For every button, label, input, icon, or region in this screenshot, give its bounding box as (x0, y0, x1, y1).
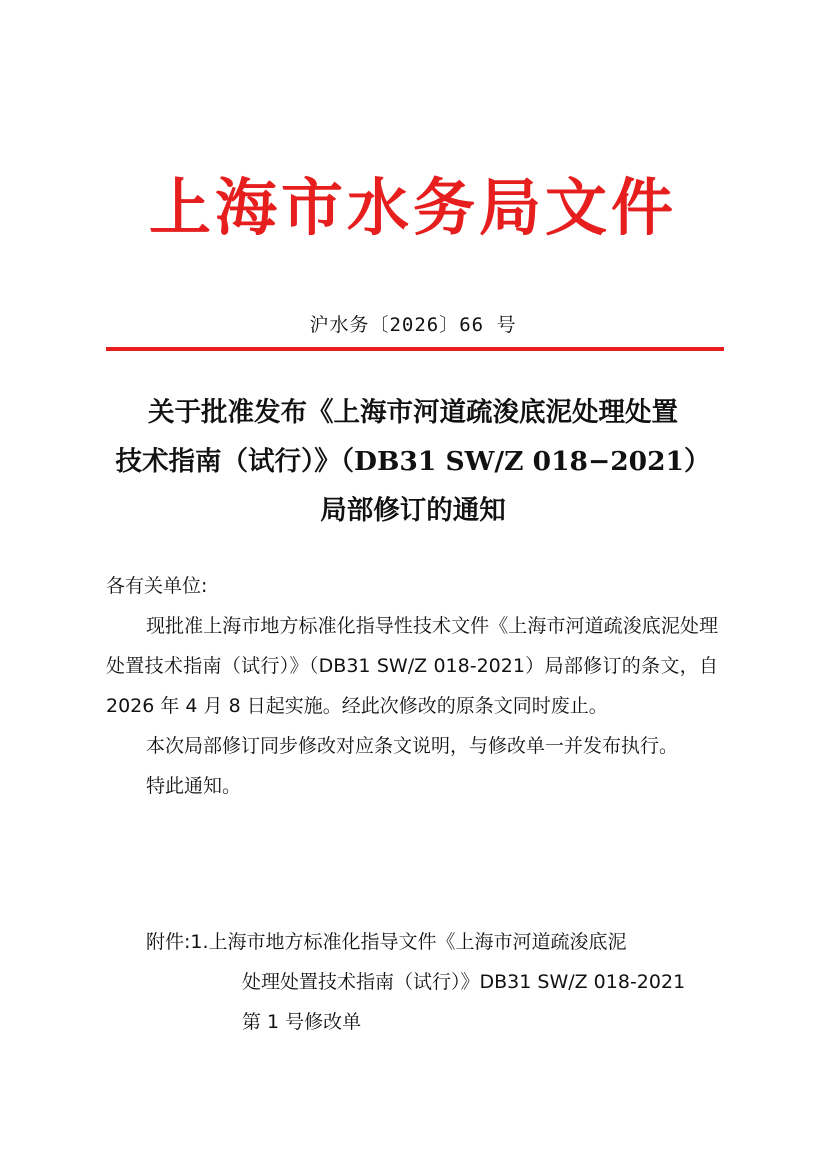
title-line-3: 局部修订的通知 (320, 495, 506, 526)
body-paragraph-2: 本次局部修订同步修改对应条文说明，与修改单一并发布执行。 (146, 735, 679, 757)
notice-title (100, 388, 726, 535)
document-number: 沪水务〔2026〕66 号 (309, 314, 517, 336)
red-divider-line (106, 347, 724, 351)
issuer-masthead: 上海市水务局文件 (148, 171, 677, 244)
salutation: 各有关单位: (106, 575, 208, 597)
notice-body (106, 566, 718, 806)
body-paragraph-1: 现批准上海市地方标准化指导性技术文件《上海市河道疏浚底泥处理处置技术指南（试行）》（DB31 SW/Z 018-2021）局部修订的条文，自 2026 年 4 月 8 日起实施。经此次修改的原条文同时废止。 (106, 615, 718, 717)
body-paragraph-3: 特此通知。 (146, 775, 242, 797)
attachment-line-2: 处理处置技术指南（试行）》DB31 SW/Z 018-2021 (242, 971, 686, 993)
attachment-list (146, 922, 726, 1042)
attachment-line-3: 第 1 号修改单 (242, 1011, 362, 1033)
title-line-1: 关于批准发布《上海市河道疏浚底泥处理处置 (148, 397, 678, 428)
attachment-lead: 附件:1.上海市地方标准化指导文件《上海市河道疏浚底泥 (146, 931, 627, 953)
title-line-2: 技术指南（试行）》（DB31 SW/Z 018−2021） (115, 446, 711, 477)
